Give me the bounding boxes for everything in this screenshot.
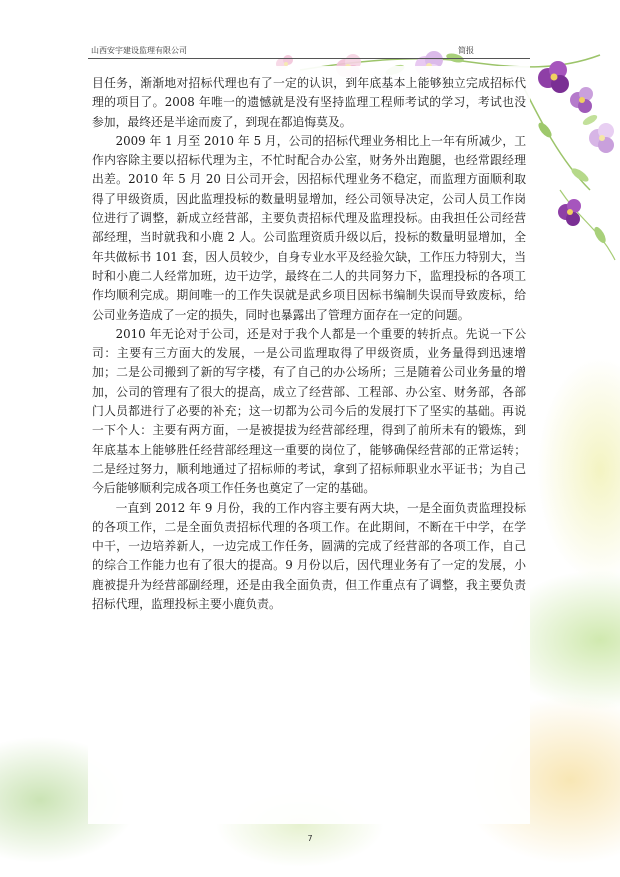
document-body bbox=[92, 74, 526, 614]
paragraph-2010-turning-point: 2010 年无论对于公司，还是对于我个人都是一个重要的转折点。先说一下公司：主要有三方面大的发展，一是公司监理取得了甲级资质，业务量得到迅速增加；二是公司搬到了新的写字楼，有了自己的办公场所；三是随着公司业务量的增加，公司的管理有了很大的提高，成立了经营部、工程部、办公室、财务部，各部门人员都进行了必要的补充；这一切都为公司今后的发展打下了坚实的基础。再说一下个人：主要有两方面，一是被提拔为经营部经理，得到了前所未有的锻炼，到年底基本上能够胜任经营部经理这一重要的岗位了，能够确保经营部的正常运转；二是经过努力，顺利地通过了招标师的考试，拿到了招标师职业水平证书；为自己今后能够顺利完成各项工作任务也奠定了一定的基础。 bbox=[92, 326, 526, 496]
page-number: 7 bbox=[307, 834, 313, 843]
header-section-title: 简报 bbox=[458, 46, 474, 55]
header-company-name: 山西安宇建设监理有限公司 bbox=[91, 46, 187, 55]
paragraph-continuation: 目任务，渐渐地对招标代理也有了一定的认识，到年底基本上能够独立完成招标代理的项目了。2008 年唯一的遗憾就是没有坚持监理工程师考试的学习，考试也没参加，最终还是半途而废了，到现在都追悔莫及。 bbox=[92, 76, 526, 129]
paragraph-2012: 一直到 2012 年 9 月份，我的工作内容主要有两大块，一是全面负责监理投标的各项工作，二是全面负责招标代理的各项工作。在此期间，不断在干中学，在学中干，一边培养新人，一边完成工作任务，圆满的完成了经营部的各项工作，自己的综合工作能力也有了很大的提高。9 月份以后，因代理业务有了一定的发展，小鹿被提升为经营部副经理，还是由我全面负责，但工作重点有了调整，我主要负责招标代理，监理投标主要小鹿负责。 bbox=[92, 500, 526, 612]
paragraph-2009-2010: 2009 年 1 月至 2010 年 5 月，公司的招标代理业务相比上一年有所减少，工作内容除主要以招标代理为主，不忙时配合办公室，财务外出跑腿，也经常跟经理出差。2010 年 5 月 20 日公司开会，因招标代理业务不稳定，而监理方面顺利取得了甲级资质，因此监理投标的数量明显增加，经公司领导决定，公司人员工作岗位进行了调整，新成立经营部，主要负责招标代理及监理投标。由我担任公司经营部经理，当时就我和小鹿 2 人。公司监理资质升级以后，投标的数量明显增加，全年共做标书 101 套，因人员较少，自身专业水平及经验欠缺，工作压力特别大，当时和小鹿二人经常加班，边干边学，最终在二人的共同努力下，监理投标的各项工作均顺利完成。期间唯一的工作失误就是武乡项目因标书编制失误而导致废标，给公司业务造成了一定的损失，同时也暴露出了管理方面存在一定的问题。 bbox=[92, 133, 526, 322]
page-header bbox=[88, 44, 530, 59]
